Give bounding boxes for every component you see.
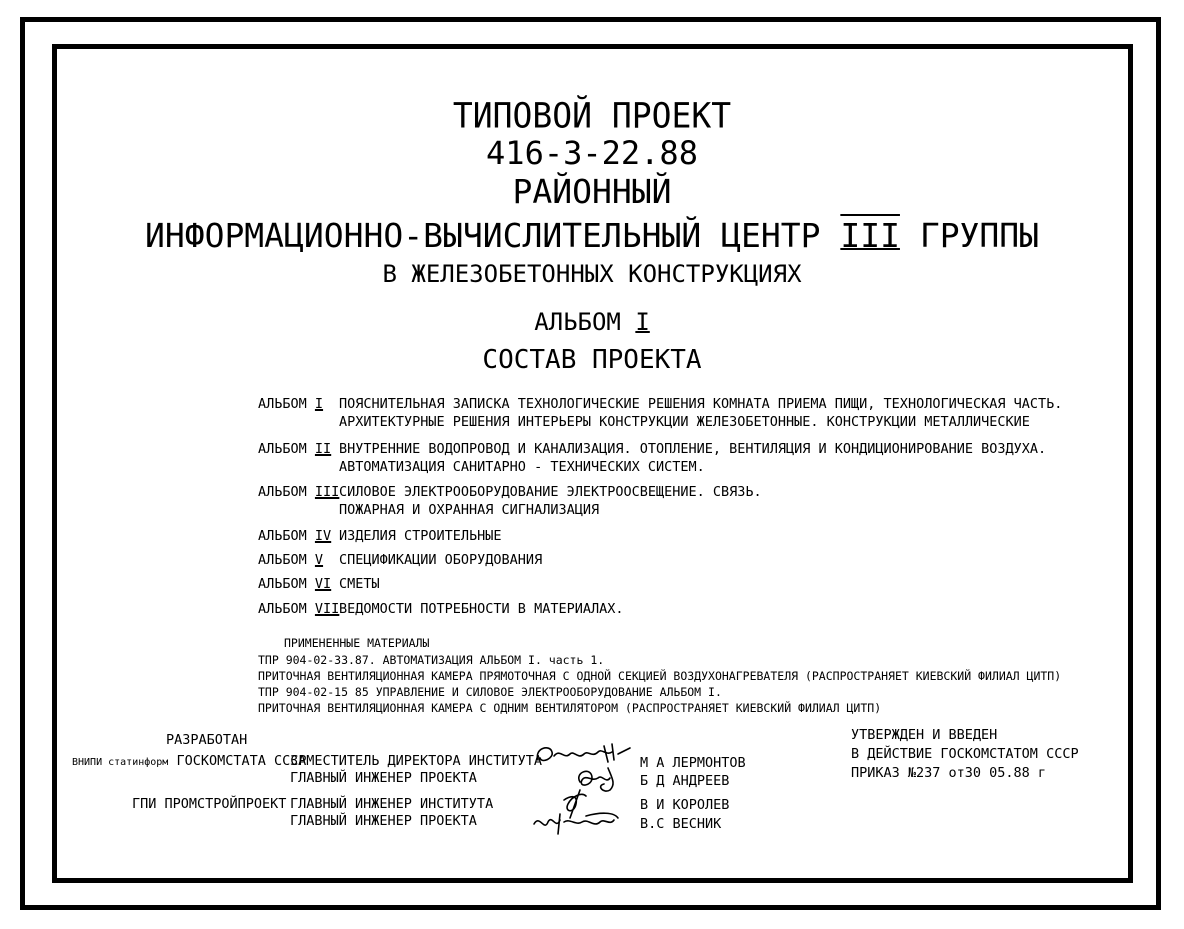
materials-heading: ПРИМЕНЕННЫЕ МАТЕРИАЛЫ — [284, 636, 430, 650]
title-typical-project: ТИПОВОЙ ПРОЕКТ — [452, 95, 732, 136]
title-district: РАЙОННЫЙ — [512, 172, 672, 211]
composition-heading: СОСТАВ ПРОЕКТА — [482, 345, 702, 375]
album-row: АЛЬБОМ III — [258, 484, 340, 500]
approved-line2: В ДЕЙСТВИЕ ГОСКОМСТАТОМ СССР — [851, 746, 1079, 762]
approved-line1: УТВЕРЖДЕН И ВВЕДЕН — [851, 727, 998, 743]
album-text: СМЕТЫ — [339, 576, 380, 592]
album-text: ВНУТРЕННИЕ ВОДОПРОВОД И КАНАЛИЗАЦИЯ. ОТОПЛЕНИЕ, ВЕНТИЛЯЦИЯ И КОНДИЦИОНИРОВАНИЕ ВОЗДУХА. — [339, 441, 1047, 457]
album-text: СИЛОВОЕ ЭЛЕКТРООБОРУДОВАНИЕ ЭЛЕКТРООСВЕЩЕНИЕ. СВЯЗЬ. — [339, 484, 762, 500]
album-row: АЛЬБОМ IV — [258, 528, 332, 544]
materials-line: ПРИТОЧНАЯ ВЕНТИЛЯЦИОННАЯ КАМЕРА ПРЯМОТОЧНАЯ С ОДНОЙ СЕКЦИЕЙ ВОЗДУХОНАГРЕВАТЕЛЯ (РАСПРОСТРАНЯЕТ КИЕВСКИЙ ФИЛИАЛ ЦИТП) — [258, 669, 1062, 683]
album-row: АЛЬБОМ II — [258, 441, 332, 457]
album-row: АЛЬБОМ VI — [258, 576, 332, 592]
album-text: ИЗДЕЛИЯ СТРОИТЕЛЬНЫЕ — [339, 528, 502, 544]
developed-heading: РАЗРАБОТАН — [166, 732, 248, 748]
materials-line: ТПР 904-02-15 85 УПРАВЛЕНИЕ И СИЛОВОЕ ЭЛЕКТРООБОРУДОВАНИЕ АЛЬБОМ I. — [258, 685, 722, 699]
title-construction: В ЖЕЛЕЗОБЕТОННЫХ КОНСТРУКЦИЯХ — [382, 260, 802, 288]
album-row: АЛЬБОМ I — [258, 396, 324, 412]
album-text: ВЕДОМОСТИ ПОТРЕБНОСТИ В МАТЕРИАЛАХ. — [339, 601, 624, 617]
album-row: АЛЬБОМ V — [258, 552, 324, 568]
album-text: ПОЖАРНАЯ И ОХРАННАЯ СИГНАЛИЗАЦИЯ — [339, 502, 600, 518]
org1-signer2: Б Д АНДРЕЕВ — [640, 773, 730, 789]
org1-role2: ГЛАВНЫЙ ИНЖЕНЕР ПРОЕКТА — [290, 770, 477, 786]
album-text: АРХИТЕКТУРНЫЕ РЕШЕНИЯ ИНТЕРЬЕРЫ КОНСТРУКЦИИ ЖЕЛЕЗОБЕТОННЫЕ. КОНСТРУКЦИИ МЕТАЛЛИЧЕСКИЕ — [339, 414, 1030, 430]
album-heading: АЛЬБОМ I — [534, 308, 650, 336]
org2-signer2: В.С ВЕСНИК — [640, 816, 722, 832]
org2-signer1: В И КОРОЛЕВ — [640, 797, 730, 813]
signatures-image — [530, 738, 640, 848]
org2-name: ГПИ ПРОМСТРОЙПРОЕКТ — [132, 796, 287, 812]
album-text: АВТОМАТИЗАЦИЯ САНИТАРНО - ТЕХНИЧЕСКИХ СИСТЕМ. — [339, 459, 705, 475]
org2-role1: ГЛАВНЫЙ ИНЖЕНЕР ИНСТИТУТА — [290, 796, 494, 812]
org1-name: ВНИПИ статинформ ГОСКОМСТАТА СССР — [72, 753, 307, 769]
materials-line: ТПР 904-02-33.87. АВТОМАТИЗАЦИЯ АЛЬБОМ I. часть 1. — [258, 653, 605, 667]
org1-role1: ЗАМЕСТИТЕЛЬ ДИРЕКТОРА ИНСТИТУТА — [290, 753, 542, 769]
project-number: 416-3-22.88 — [486, 134, 698, 172]
approval-order: ПРИКАЗ №237 от30 05.88 г — [851, 765, 1047, 781]
org2-role2: ГЛАВНЫЙ ИНЖЕНЕР ПРОЕКТА — [290, 813, 477, 829]
album-text: СПЕЦИФИКАЦИИ ОБОРУДОВАНИЯ — [339, 552, 543, 568]
org1-signer1: М А ЛЕРМОНТОВ — [640, 755, 746, 771]
album-text: ПОЯСНИТЕЛЬНАЯ ЗАПИСКА ТЕХНОЛОГИЧЕСКИЕ РЕШЕНИЯ КОМНАТА ПРИЕМА ПИЩИ, ТЕХНОЛОГИЧЕСКАЯ ЧАСТЬ. — [339, 396, 1063, 412]
title-center: ИНФОРМАЦИОННО-ВЫЧИСЛИТЕЛЬНЫЙ ЦЕНТР III ГРУППЫ — [144, 216, 1040, 255]
album-row: АЛЬБОМ VII — [258, 601, 340, 617]
materials-line: ПРИТОЧНАЯ ВЕНТИЛЯЦИОННАЯ КАМЕРА С ОДНИМ ВЕНТИЛЯТОРОМ (РАСПРОСТРАНЯЕТ КИЕВСКИЙ ФИЛИАЛ ЦИТП) — [258, 701, 882, 715]
